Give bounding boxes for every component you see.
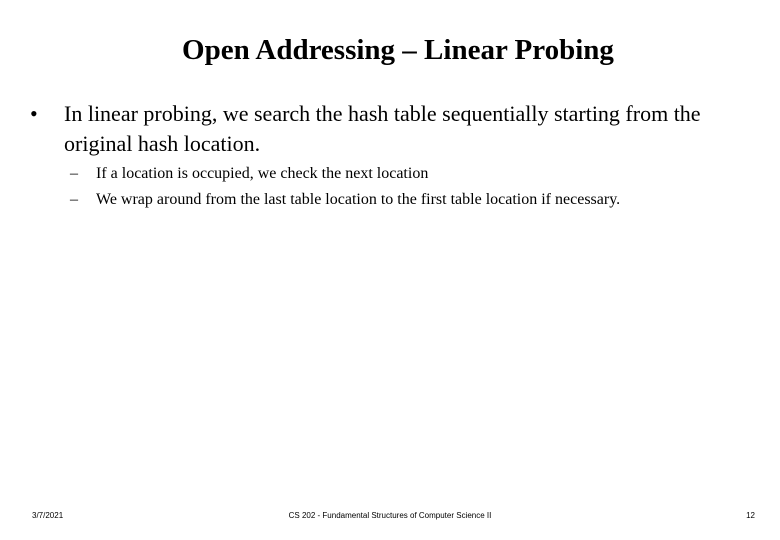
sub-bullet-list [70,161,750,213]
sub-bullet-marker: – [70,165,78,182]
sub-bullet-text: If a location is occupied, we check the next location [96,165,429,182]
sub-bullet-text: We wrap around from the last table location to the first table location if necessary. [96,191,621,208]
sub-bullet-marker: – [70,191,78,208]
footer-course-name: CS 202 - Fundamental Structures of Computer Science II [288,511,492,520]
bullet-text: In linear probing, we search the hash table sequentially starting from the original hash location. [64,101,701,156]
footer-page-number: 12 [746,511,755,520]
bullet-item [30,99,750,159]
sub-bullet-item [70,187,750,213]
slide-title: Open Addressing – Linear Probing [182,34,614,66]
bullet-marker: • [30,101,38,126]
sub-bullet-item [70,161,750,187]
footer-date: 3/7/2021 [32,511,64,520]
